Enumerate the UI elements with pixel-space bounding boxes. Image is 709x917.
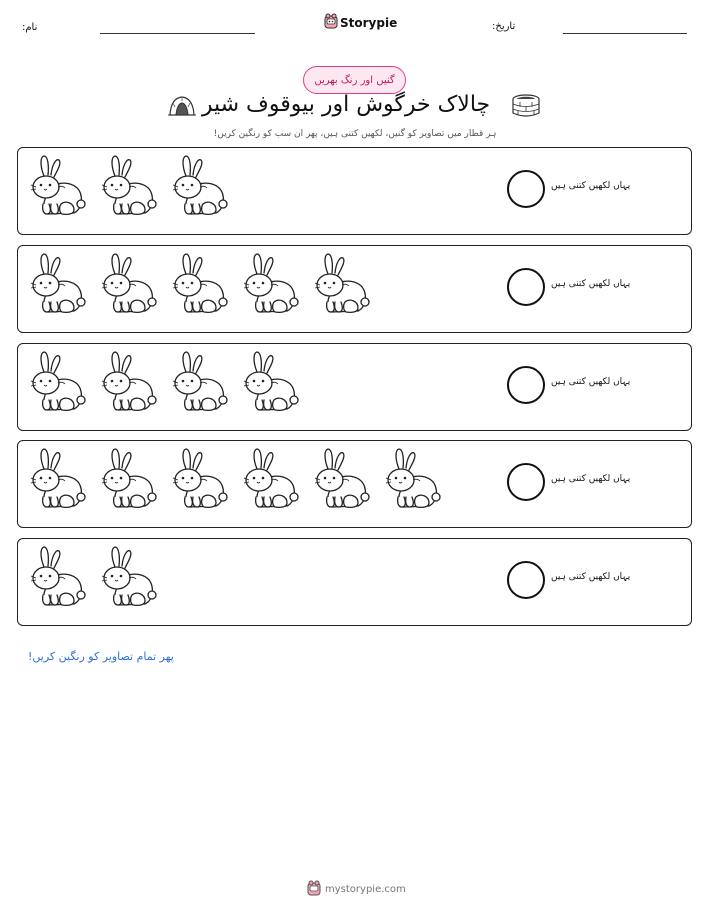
rabbit-icon bbox=[28, 545, 86, 609]
brand-logo bbox=[324, 13, 397, 33]
rabbit-icon bbox=[383, 447, 441, 511]
answer-label: یہاں لکھیں کتنی ہیں bbox=[551, 181, 631, 191]
answer-circle[interactable] bbox=[507, 463, 545, 501]
rabbit-icon bbox=[99, 545, 157, 609]
answer-circle[interactable] bbox=[507, 170, 545, 208]
rabbit-icon bbox=[99, 154, 157, 218]
name-line[interactable] bbox=[100, 33, 255, 34]
count-row-2 bbox=[17, 245, 692, 333]
answer-circle[interactable] bbox=[507, 366, 545, 404]
activity-badge: گنیں اور رنگ بھریں bbox=[303, 66, 406, 94]
brand-name: Storypie bbox=[340, 16, 398, 30]
rabbit-icon bbox=[99, 252, 157, 316]
rabbit-group bbox=[28, 545, 157, 609]
cave-icon bbox=[168, 95, 196, 121]
answer-circle[interactable] bbox=[507, 268, 545, 306]
count-row-3 bbox=[17, 343, 692, 431]
rabbit-group bbox=[28, 447, 441, 511]
count-row-1 bbox=[17, 147, 692, 235]
answer-label: یہاں لکھیں کتنی ہیں bbox=[551, 279, 631, 289]
date-line[interactable] bbox=[563, 33, 687, 34]
rabbit-icon bbox=[99, 447, 157, 511]
rabbit-icon bbox=[170, 252, 228, 316]
storypie-logo-icon bbox=[324, 13, 338, 33]
footer bbox=[307, 880, 406, 899]
count-row-5 bbox=[17, 538, 692, 626]
name-label: نام: bbox=[22, 22, 38, 33]
rabbit-icon bbox=[312, 447, 370, 511]
footer-site[interactable]: mystorypie.com bbox=[325, 884, 406, 895]
rabbit-group bbox=[28, 252, 370, 316]
storypie-logo-icon bbox=[307, 880, 321, 899]
date-label: تاریخ: bbox=[492, 21, 516, 32]
rabbit-icon bbox=[28, 350, 86, 414]
rabbit-icon bbox=[28, 447, 86, 511]
footer-note: پھر تمام تصاویر کو رنگین کریں! bbox=[28, 650, 174, 663]
rabbit-icon bbox=[28, 154, 86, 218]
rabbit-icon bbox=[99, 350, 157, 414]
count-row-4 bbox=[17, 440, 692, 528]
rabbit-icon bbox=[170, 350, 228, 414]
rabbit-icon bbox=[170, 154, 228, 218]
rabbit-group bbox=[28, 350, 299, 414]
rabbit-icon bbox=[28, 252, 86, 316]
rabbit-icon bbox=[241, 350, 299, 414]
rabbit-icon bbox=[312, 252, 370, 316]
well-icon bbox=[511, 94, 541, 122]
worksheet-title: چالاک خرگوش اور بیوقوف شیر bbox=[201, 92, 491, 117]
instruction-text: ہر قطار میں تصاویر کو گنیں، لکھیں کتنی ہیں، پھر ان سب کو رنگین کریں! bbox=[213, 129, 497, 139]
answer-label: یہاں لکھیں کتنی ہیں bbox=[551, 377, 631, 387]
answer-label: یہاں لکھیں کتنی ہیں bbox=[551, 474, 631, 484]
rabbit-icon bbox=[241, 252, 299, 316]
answer-label: یہاں لکھیں کتنی ہیں bbox=[551, 572, 631, 582]
rabbit-icon bbox=[241, 447, 299, 511]
rabbit-group bbox=[28, 154, 228, 218]
answer-circle[interactable] bbox=[507, 561, 545, 599]
rabbit-icon bbox=[170, 447, 228, 511]
